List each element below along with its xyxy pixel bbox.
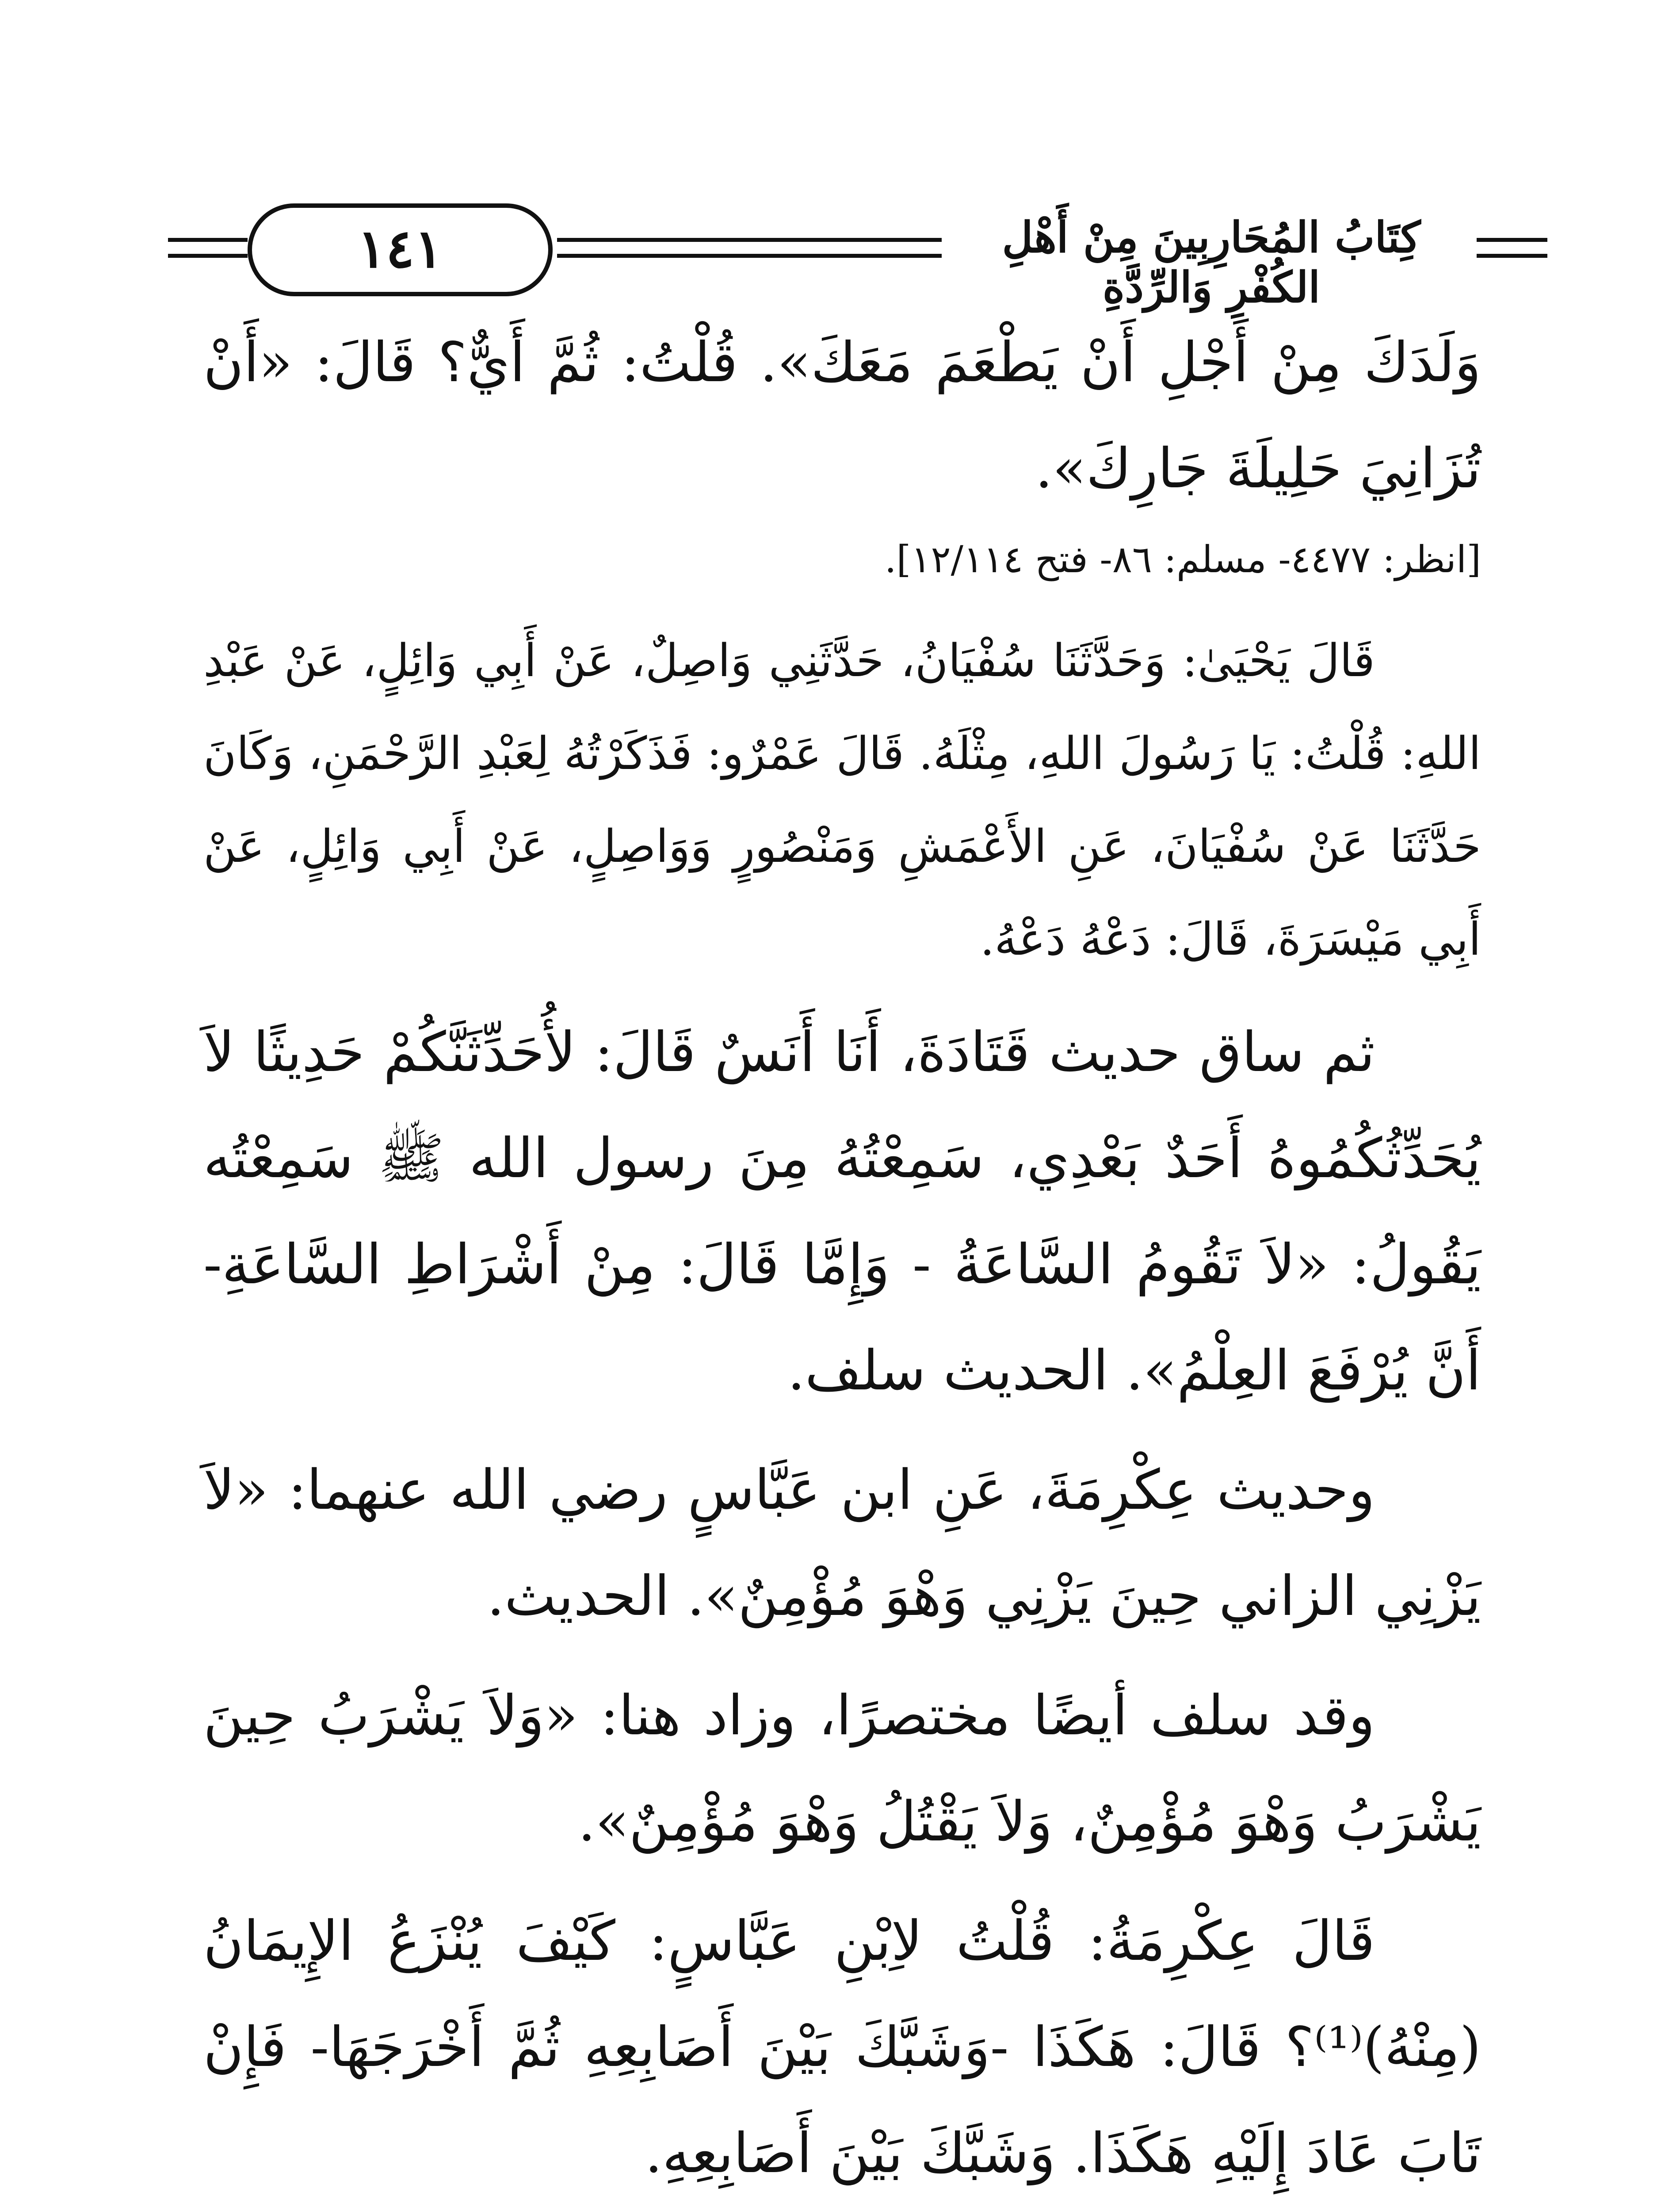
main-text xyxy=(203,310,1481,2211)
header-rule xyxy=(1477,254,1547,258)
header-rule xyxy=(1477,238,1547,242)
paragraph: وحديث عِكْرِمَةَ، عَنِ ابن عَبَّاسٍ رضي الله عنهما: «لاَ يَزْنِي الزاني حِينَ يَزْنِي وَهْوَ مُؤْمِنٌ». الحديث. xyxy=(203,1458,1481,1628)
paragraph: ثم ساق حديث قَتَادَةَ، أَنَا أَنَسٌ قَالَ: لأُحَدِّثَنَّكُمْ حَدِيثًا لاَ يُحَدِّثُكُمُوهُ أَحَدٌ بَعْدِي، سَمِعْتُهُ مِنَ رسول الله ﷺ سَمِعْتُه يَقُولُ: «لاَ تَقُومُ السَّاعَةُ - وَإِمَّا قَالَ: مِنْ أَشْرَاطِ السَّاعَةِ- أَنَّ يُرْفَعَ العِلْمُ». الحديث سلف. xyxy=(203,1021,1481,1403)
paragraph: قَالَ عِكْرِمَةُ: قُلْتُ لاِبْنِ عَبَّاسٍ: كَيْفَ يُنْزَعُ الإِيمَانُ (مِنْهُ)⁽¹⁾؟ قَالَ: هَكَذَا -وَشَبَّكَ بَيْنَ أَصَابِعِهِ ثُمَّ أَخْرَجَهَا- فَإِنْ تَابَ عَادَ إِلَيْهِ هَكَذَا. وَشَبَّكَ بَيْنَ أَصَابِعِهِ. xyxy=(203,1909,1481,2185)
header-rule xyxy=(557,254,942,258)
reference: [انظر: ٤٤٧٧- مسلم: ٨٦- فتح ١٢/١١٤]. xyxy=(884,538,1481,581)
header-rule xyxy=(168,238,248,242)
header-rule xyxy=(557,238,942,242)
text-line: وَلَدَكَ مِنْ أَجْلِ أَنْ يَطْعَمَ مَعَكَ». قُلْتُ: ثُمَّ أَيٌّ؟ قَالَ: «أَنْ تُزَانِيَ حَلِيلَةَ جَارِكَ». xyxy=(203,331,1481,501)
paragraph: وقد سلف أيضًا مختصرًا، وزاد هنا: «وَلاَ يَشْرَبُ حِينَ يَشْرَبُ وَهْوَ مُؤْمِنٌ، وَلاَ يَقْتُلُ وَهْوَ مُؤْمِنٌ». xyxy=(203,1684,1481,1854)
running-header xyxy=(168,195,1574,312)
book-title: كِتَابُ المُحَارِبِينَ مِنْ أَهْلِ الكُفْرِ وَالرِّدَّةِ xyxy=(1002,212,1421,312)
page-number: ١٤١ xyxy=(248,203,553,296)
header-rule xyxy=(168,254,248,258)
paragraph: قَالَ يَحْيَىٰ: وَحَدَّثَنَا سُفْيَانُ، حَدَّثَنِي وَاصِلٌ، عَنْ أَبِي وَائِلٍ، عَنْ عَبْدِ اللهِ: قُلْتُ: يَا رَسُولَ اللهِ، مِثْلَهُ. قَالَ عَمْرٌو: فَذَكَرْتُهُ لِعَبْدِ الرَّحْمَنِ، وَكَانَ حَدَّثَنَا عَنْ سُفْيَانَ، عَنِ الأَعْمَشِ وَمَنْصُورٍ وَوَاصِلٍ، عَنْ أَبِي وَائِلٍ، عَنْ أَبِي مَيْسَرَةَ، قَالَ: دَعْهُ دَعْهُ. xyxy=(203,635,1481,966)
